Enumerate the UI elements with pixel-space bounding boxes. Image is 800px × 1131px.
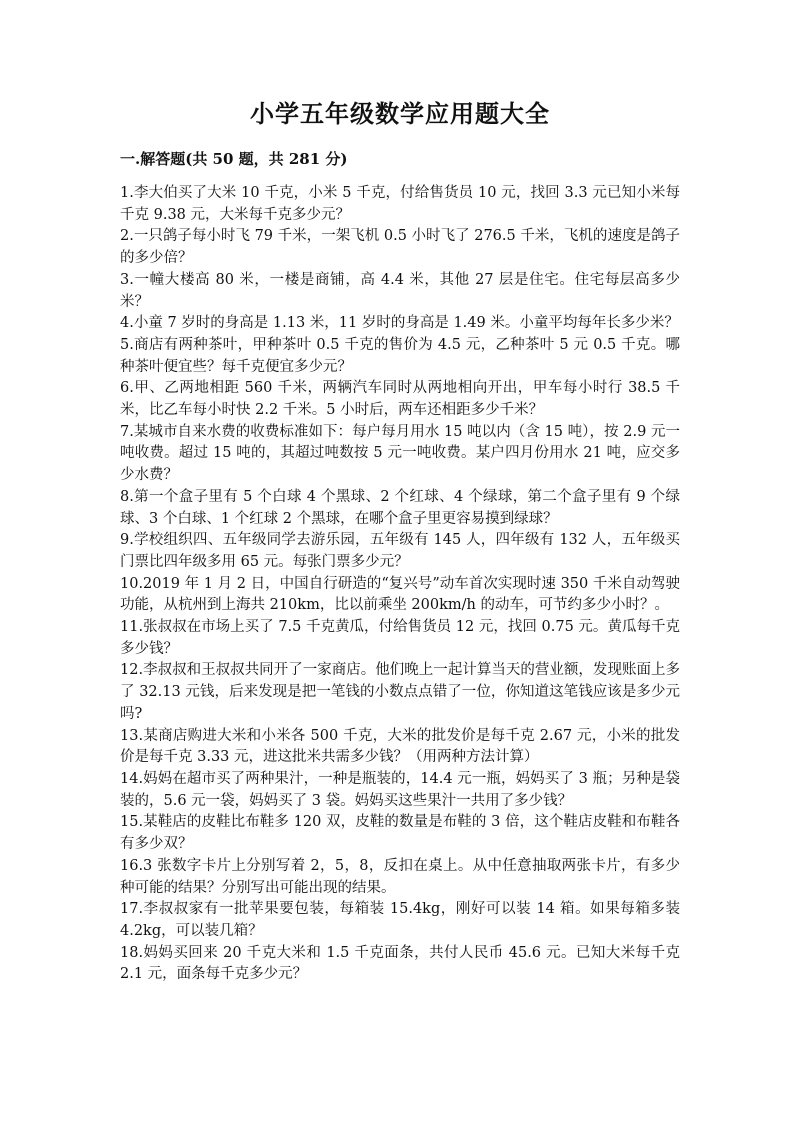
question-item: 14.妈妈在超市买了两种果汁，一种是瓶装的，14.4 元一瓶，妈妈买了 3 瓶；另种是袋装的，5.6 元一袋，妈妈买了 3 袋。妈妈买这些果汁一共用了多少钱？	[120, 770, 680, 809]
question-item: 16.3 张数字卡片上分别写着 2，5，8，反扣在桌上。从中任意抽取两张卡片，有多少种可能的结果？分别写出可能出现的结果。	[120, 857, 680, 896]
question-item: 5.商店有两种茶叶，甲种茶叶 0.5 千克的售价为 4.5 元，乙种茶叶 5 元 0.5 千克。哪种茶叶便宜些？每千克便宜多少元？	[120, 336, 680, 375]
question-item: 9.学校组织四、五年级同学去游乐园，五年级有 145 人，四年级有 132 人，五年级买门票比四年级多用 65 元。每张门票多少元？	[120, 532, 680, 570]
question-item: 4.小童 7 岁时的身高是 1.13 米，11 岁时的身高是 1.49 米。小童平均每年长多少米？	[120, 315, 679, 332]
question-item: 17.李叔叔家有一批苹果要包装，每箱装 15.4kg，刚好可以装 14 箱。如果每箱多装 4.2kg，可以装几箱？	[120, 901, 680, 939]
question-item: 6.甲、乙两地相距 560 千米，两辆汽车同时从两地相向开出，甲车每小时行 38.5 千米，比乙车每小时快 2.2 千米。5 小时后，两车还相距多少千米？	[120, 380, 680, 419]
question-item: 7.某城市自来水费的收费标准如下：每户每月用水 15 吨以内（含 15 吨），按 2.9 元一吨收费。超过 15 吨的，其超过吨数按 5 元一吨收费。某户四月份用水 21 吨，应交多少水费？	[120, 423, 680, 484]
question-item: 3.一幢大楼高 80 米，一楼是商铺，高 4.4 米，其他 27 层是住宅。住宅每层高多少米？	[120, 271, 680, 310]
question-item: 11.张叔叔在市场上买了 7.5 千克黄瓜，付给售货员 12 元，找回 0.75 元。黄瓜每千克多少钱？	[120, 619, 680, 657]
question-item: 2.一只鸽子每小时飞 79 千米，一架飞机 0.5 小时飞了 276.5 千米，飞机的速度是鸽子的多少倍？	[120, 228, 680, 267]
question-item: 10.2019 年 1 月 2 日，中国自行研造的“复兴号”动车首次实现时速 350 千米自动驾驶功能，从杭州到上海共 210km，比以前乘坐 200km/h 的动车，可节约多少小时？。	[120, 575, 680, 614]
question-list	[120, 183, 680, 986]
page-title: 小学五年级数学应用题大全	[250, 99, 550, 128]
question-item: 15.某鞋店的皮鞋比布鞋多 120 双，皮鞋的数量是布鞋的 3 倍，这个鞋店皮鞋和布鞋各有多少双？	[120, 814, 680, 853]
section-heading: 一.解答题(共 50 题，共 281 分)	[120, 150, 348, 168]
question-item: 1.李大伯买了大米 10 千克，小米 5 千克，付给售货员 10 元，找回 3.3 元已知小米每千克 9.38 元，大米每千克多少元？	[120, 185, 680, 223]
question-item: 18.妈妈买回来 20 千克大米和 1.5 千克面条，共付人民币 45.6 元。已知大米每千克 2.1 元，面条每千克多少元？	[120, 944, 680, 983]
question-item: 8.第一个盒子里有 5 个白球 4 个黑球、2 个红球、4 个绿球，第二个盒子里有 9 个绿球、3 个白球、1 个红球 2 个黑球，在哪个盒子里更容易摸到绿球？	[120, 488, 680, 527]
question-item: 13.某商店购进大米和小米各 500 千克，大米的批发价是每千克 2.67 元，小米的批发价是每千克 3.33 元，进这批米共需多少钱？（用两种方法计算）	[120, 727, 680, 766]
question-item: 12.李叔叔和王叔叔共同开了一家商店。他们晚上一起计算当天的营业额，发现账面上多了 32.13 元钱，后来发现是把一笔钱的小数点点错了一位，你知道这笔钱应该是多少元吗?	[120, 662, 680, 722]
